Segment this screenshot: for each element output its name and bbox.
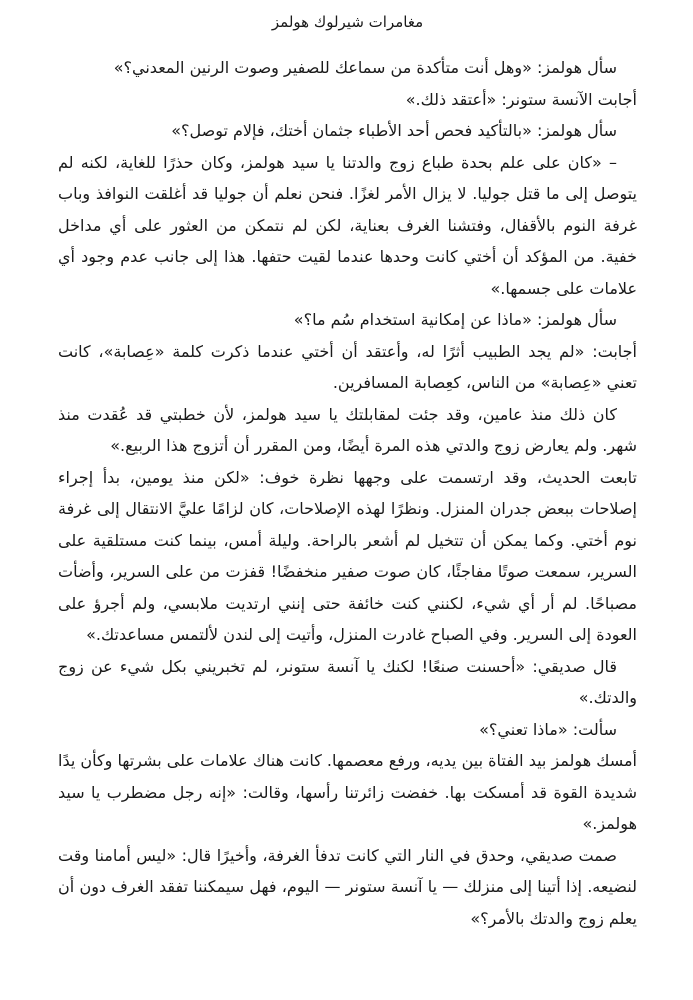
paragraph: سألت: «ماذا تعني؟» <box>479 719 617 739</box>
paragraph: سأل هولمز: «وهل أنت متأكدة من سماعك للصفير وصوت الرنين المعدني؟» <box>113 58 617 77</box>
paragraph: سأل هولمز: «ماذا عن إمكانية استخدام سُم ما؟» <box>293 310 617 329</box>
paragraph: قال صديقي: «أحسنت صنعًا! لكنك يا آنسة ستونر، لم تخبريني بكل شيء عن زوج والدتك.» <box>58 656 637 707</box>
paragraph: سأل هولمز: «بالتأكيد فحص أحد الأطباء جثمان أختك، فإلام توصل؟» <box>171 121 617 140</box>
paragraph: تابعت الحديث، وقد ارتسمت على وجهها نظرة خوف: «لكن منذ يومين، بدأ إجراء إصلاحات ببعض جدران المنزل. ونظرًا لهذه الإصلاحات، كان لزامًا عليَّ الانتقال إلى غرفة نوم أختي. وكما يمكن أن تتخيل لم أشعر بالراحة. وليلة أمس، بينما كنت مستلقية على السرير، سمعت صوتًا مفاجئًا، كان صوت صفير منخفضًا! قفزت من على السرير، وأضأت مصباحًا. لم أر أي شيء، لكنني كنت خائفة حتى إنني ارتديت ملابسي، ولم أجرؤ على العودة إلى السرير. وفي الصباح غادرت المنزل، وأتيت إلى لندن لألتمس مساعدتك.» <box>58 467 637 644</box>
paragraph: كان ذلك منذ عامين، وقد جئت لمقابلتك يا سيد هولمز، لأن خطبتي قد عُقدت منذ شهر. ولم يعارض زوج والدتي هذه المرة أيضًا، ومن المقرر أن أتزوج هذا الربيع.» <box>58 404 637 455</box>
body-text <box>58 52 637 934</box>
paragraph: أجابت الآنسة ستونر: «أعتقد ذلك.» <box>405 89 637 109</box>
paragraph: أجابت: «لم يجد الطبيب أثرًا له، وأعتقد أن أختي عندما ذكرت كلمة «عِصابة»، كانت تعني «عِصابة» من الناس، كعِصابة المسافرين. <box>58 341 637 392</box>
paragraph: – «كان على علم بحدة طباع زوج والدتنا يا سيد هولمز، وكان حذرًا للغاية، لكنه لم يتوصل إلى ما قتل جوليا. لا يزال الأمر لغزًا. فنحن نعلم أن جوليا قد أغلقت النوافذ وباب غرفة النوم بالأقفال، وفتشنا الغرف بعناية، لكن لم نتمكن من العثور على أي مداخل خفية. من المؤكد أن أختي كانت وحدها عندما لقيت حتفها. هذا إلى جانب عدم وجود أي علامات على جسمها.» <box>58 152 637 298</box>
paragraph: صمت صديقي، وحدق في النار التي كانت تدفأ الغرفة، وأخيرًا قال: «ليس أمامنا وقت لنضيعه. إذا أتينا إلى منزلك — يا آنسة ستونر — اليوم، فهل سيمكننا تفقد الغرف دون أن يعلم زوج والدتك بالأمر؟» <box>58 845 637 928</box>
page-header-title: مغامرات شيرلوك هولمز <box>271 13 424 31</box>
paragraph: أمسك هولمز بيد الفتاة بين يديه، ورفع معصمها. كانت هناك علامات على بشرتها وكأن يدًا شديدة القوة قد أمسكت بها. خفضت زائرتنا رأسها، وقالت: «إنه رجل مضطرب يا سيد هولمز.» <box>58 751 637 833</box>
